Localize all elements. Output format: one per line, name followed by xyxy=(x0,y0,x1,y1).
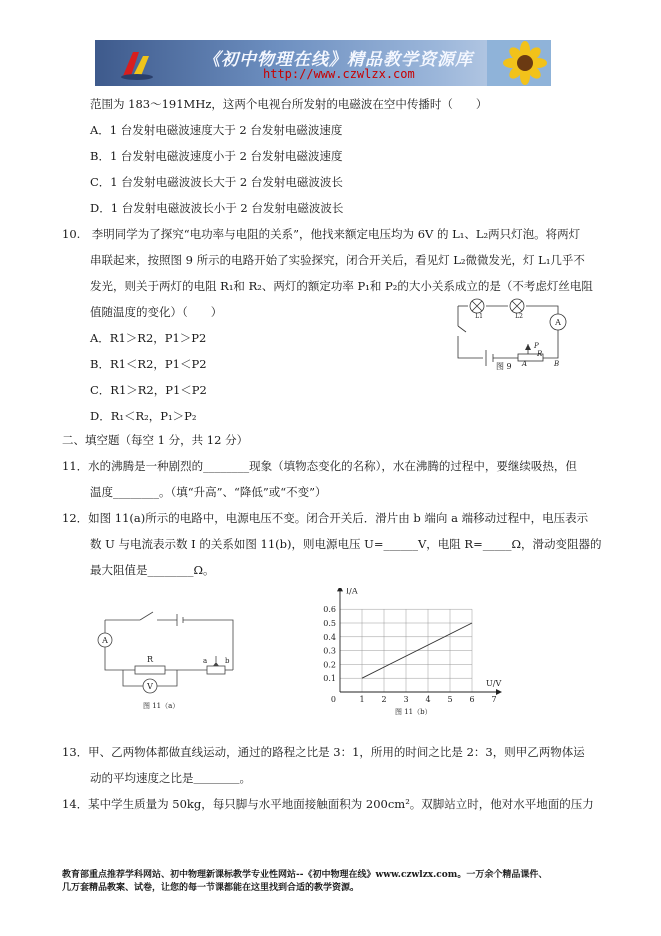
x-tick-label: 6 xyxy=(469,695,475,704)
q10-option-c: C．R1＞R2，P1＜P2 xyxy=(90,383,207,397)
graph-grid xyxy=(340,609,472,692)
fig11a-ammeter-icon xyxy=(98,633,112,647)
footer-line-1: 教育部重点推荐学科网站、初中物理新课标教学专业性网站--《初中物理在线》www.czwlzx.com。一万余个精品课件、 xyxy=(62,870,548,880)
slider-arrow-icon xyxy=(525,344,531,350)
fig9-caption: 图 9 xyxy=(496,362,512,370)
x-tick-label: 2 xyxy=(381,695,387,704)
figure-9-circuit xyxy=(448,292,578,370)
fig9-slider-a: A xyxy=(522,360,528,368)
q10-line-2: 串联起来，按照图 9 所示的电路开始了实验探究，闭合开关后，看见灯 L₂微微发光，灯 L₁几乎不 xyxy=(90,253,585,267)
q12-line-1: 12．如图 11(a)所示的电路中，电源电压不变。闭合开关后．滑片由 b 端向 a 端移动过程中，电压表示 xyxy=(62,511,589,525)
fig11a-slider-a: a xyxy=(203,657,208,665)
sunflower-icon xyxy=(487,40,551,86)
czwlzx-logo-icon xyxy=(119,46,155,82)
y-axis-arrow-icon xyxy=(337,588,343,591)
banner-url[interactable]: http://www.czwlzx.com xyxy=(263,67,415,81)
site-banner xyxy=(95,40,551,86)
y-tick-label: 0.6 xyxy=(323,605,336,615)
q9-option-c: C．1 台发射电磁波波长大于 2 台发射电磁波波长 xyxy=(90,175,343,189)
graph-origin-label: 0 xyxy=(330,695,336,704)
q9-intro: 范围为 183～191MHz，这两个电视台所发射的电磁波在空中传播时（ ） xyxy=(90,97,488,111)
y-tick-label: 0.3 xyxy=(323,646,336,656)
fig11a-rheostat-icon xyxy=(207,666,225,674)
q10-line-4: 值随温度的变化）（ ） xyxy=(90,305,223,319)
x-tick-label: 1 xyxy=(359,695,365,704)
ammeter-icon xyxy=(550,314,566,330)
fig11a-voltmeter-icon xyxy=(143,679,157,693)
footer-line-2: 几万套精品教案、试卷，让您的每一节课都能在这里找到合适的教学资源。 xyxy=(62,883,360,893)
x-tick-label: 3 xyxy=(403,695,409,704)
x-tick-label: 5 xyxy=(447,695,453,704)
fig11a-caption: 图 11（a） xyxy=(143,702,180,710)
section-2-heading: 二、填空题（每空 1 分，共 12 分） xyxy=(62,433,249,447)
figure-11b-graph xyxy=(306,588,526,716)
q12-line-3: 最大阻值是________Ω。 xyxy=(90,563,215,577)
fig11a-slider-b: b xyxy=(225,657,230,665)
q9-option-b: B．1 台发射电磁波速度小于 2 台发射电磁波速度 xyxy=(90,149,343,163)
q10-line-3: 发光，则关于两灯的电阻 R₁和 R₂、两灯的额定功率 P₁和 P₂的大小关系成立的是（不考虑灯丝电阻 xyxy=(90,279,593,293)
q10-option-b: B．R1＜R2，P1＜P2 xyxy=(90,357,207,371)
fig9-l2-label: L2 xyxy=(515,313,523,320)
graph-y-axis-label: I/A xyxy=(346,588,358,596)
y-tick-label: 0.1 xyxy=(323,674,336,684)
x-axis-arrow-icon xyxy=(496,689,502,695)
y-tick-label: 0.4 xyxy=(323,632,336,642)
fig11a-voltmeter-label: V xyxy=(147,682,153,691)
q9-option-d: D．1 台发射电磁波波长小于 2 台发射电磁波波长 xyxy=(90,201,344,215)
fig11a-resistor-icon xyxy=(135,666,165,674)
fig9-slider-p: P xyxy=(534,342,539,350)
x-tick-label: 4 xyxy=(425,695,431,704)
y-tick-label: 0.5 xyxy=(323,619,336,628)
x-tick-label: 7 xyxy=(491,695,497,704)
q10-line-1: 10. 李明同学为了探究“电功率与电阻的关系”，他找来额定电压均为 6V 的 L₁、L₂两只灯泡。将两灯 xyxy=(62,227,581,241)
q14-line-1: 14．某中学生质量为 50kg，每只脚与水平地面接触面积为 200cm²。双脚站立时，他对水平地面的压力 xyxy=(62,797,594,811)
q11-line-1: 11．水的沸腾是一种剧烈的________现象（填物态变化的名称），水在沸腾的过程中，要继续吸热，但 xyxy=(62,459,577,473)
fig9-slider-r: R xyxy=(537,350,543,358)
q13-line-2: 动的平均速度之比是＿＿＿＿。 xyxy=(90,771,251,785)
q10-option-a: A．R1＞R2，P1＞P2 xyxy=(90,331,207,345)
lamp-l2-icon xyxy=(510,299,524,313)
y-tick-label: 0.2 xyxy=(323,660,336,670)
fig9-l1-label: L1 xyxy=(475,313,483,320)
fig9-ammeter-label: A xyxy=(555,318,561,327)
graph-x-axis-label: U/V xyxy=(486,679,502,688)
q11-line-2: 温度________。（填“升高”、“降低”或“不变”） xyxy=(90,485,327,499)
fig11a-resistor-label: R xyxy=(147,655,154,664)
graph-caption: 图 11（b） xyxy=(395,708,432,716)
fig9-slider-b: B xyxy=(554,360,560,368)
lamp-l1-icon xyxy=(470,299,484,313)
fig11a-slider-arrow-icon xyxy=(213,662,219,666)
fig11a-ammeter-label: A xyxy=(102,636,108,645)
figure-11a-circuit xyxy=(95,600,235,712)
banner-title: 《初中物理在线》精品教学资源库 xyxy=(203,50,473,70)
q10-option-d: D．R₁＜R₂，P₁＞P₂ xyxy=(90,409,197,423)
q9-option-a: A．1 台发射电磁波速度大于 2 台发射电磁波速度 xyxy=(90,123,343,137)
q13-line-1: 13．甲、乙两物体都做直线运动，通过的路程之比是 3：1，所用的时间之比是 2：3，则甲乙两物体运 xyxy=(62,745,585,759)
q12-line-2: 数 U 与电流表示数 I 的关系如图 11(b)，则电源电压 U=______V，电阻 R=_____Ω，滑动变阻器的 xyxy=(90,537,602,551)
